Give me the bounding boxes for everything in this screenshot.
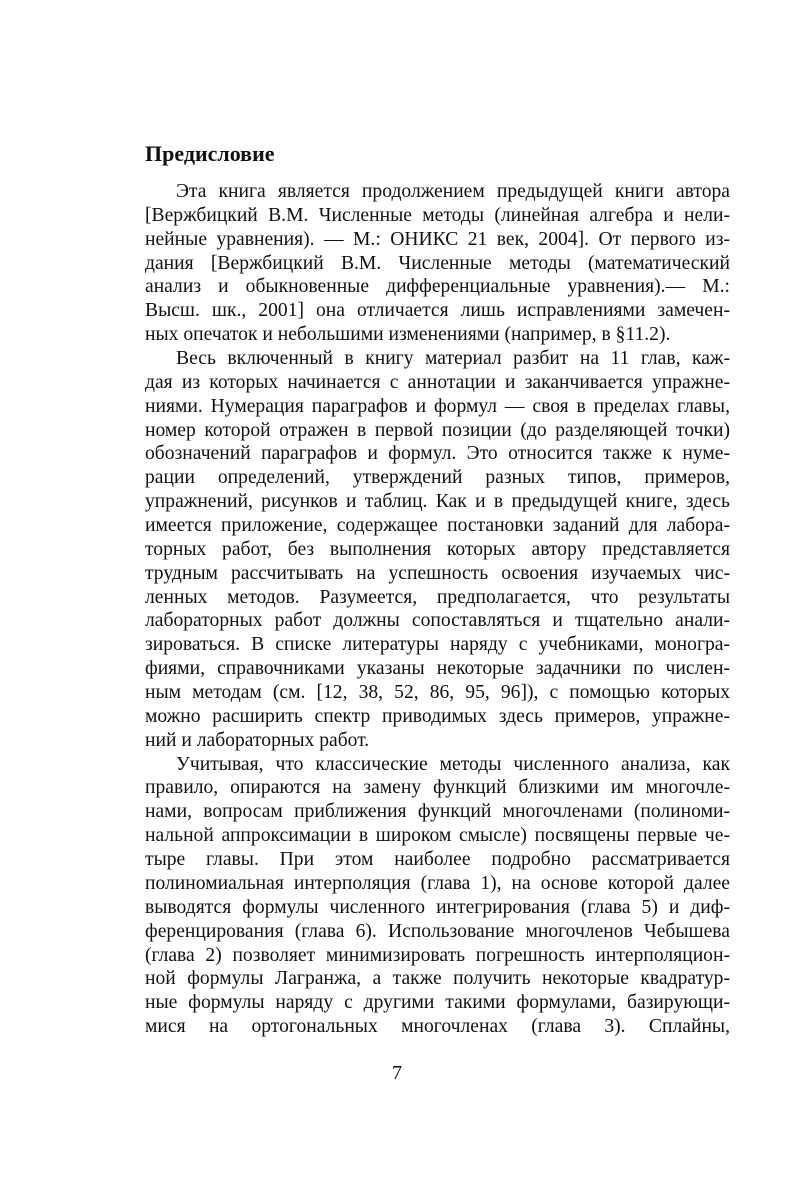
page-number: 7 bbox=[392, 1062, 402, 1084]
text-line: имеется приложение, содержащее постановки заданий для лабора- bbox=[145, 515, 730, 537]
text-line: Учитывая, что классические методы численного анализа, как bbox=[176, 753, 730, 775]
text-line: трудным рассчитывать на успешность освоения изучаемых чис- bbox=[145, 562, 730, 584]
text-line: лабораторных работ должны сопоставляться и тщательно анали- bbox=[145, 610, 730, 632]
body-text bbox=[145, 180, 730, 1039]
text-line: упражнений, рисунков и таблиц. Как и в предыдущей книге, здесь bbox=[145, 491, 730, 513]
text-line: фиями, справочниками указаны некоторые задачники по числен- bbox=[145, 658, 730, 680]
text-line: зироваться. В списке литературы наряду с учебниками, моногра- bbox=[145, 634, 730, 656]
text-line: тыре главы. При этом наиболее подробно рассматривается bbox=[145, 849, 730, 871]
text-line: нами, вопросам приближения функций многочленами (полиноми- bbox=[145, 801, 730, 823]
text-line: обозначений параграфов и формул. Это относится также к нуме- bbox=[145, 443, 730, 465]
text-line: ной формулы Лагранжа, а также получить некоторые квадратур- bbox=[145, 968, 730, 990]
text-line: дания [Вержбицкий В.М. Численные методы (математический bbox=[145, 252, 730, 274]
text-line: номер которой отражен в первой позиции (до разделяющей точки) bbox=[145, 419, 730, 441]
text-line: ференцирования (глава 6). Использование многочленов Чебышева bbox=[145, 920, 730, 942]
text-line: Эта книга является продолжением предыдущей книги автора bbox=[176, 181, 730, 202]
text-line: мися на ортогональных многочленах (глава 3). Сплайны, bbox=[145, 1016, 730, 1038]
text-line: нейные уравнения). — М.: ОНИКС 21 век, 2004]. От первого из- bbox=[145, 228, 730, 250]
text-line: Весь включенный в книгу материал разбит на 11 глав, каж- bbox=[176, 348, 730, 370]
text-line: рации определений, утверждений разных типов, примеров, bbox=[145, 467, 730, 489]
text-line: выводятся формулы численного интегрирования (глава 5) и диф- bbox=[145, 896, 730, 918]
text-line: анализ и обыкновенные дифференциальные уравнения).— М.: bbox=[145, 276, 730, 298]
text-line: дая из которых начинается с аннотации и заканчивается упражне- bbox=[145, 371, 730, 393]
text-line: ным методам (см. [12, 38, 52, 86, 95, 96]), с помощью которых bbox=[145, 682, 730, 704]
text-line: правило, опираются на замену функций близкими им многочле- bbox=[145, 777, 730, 799]
text-line: ных опечаток и небольшими изменениями (например, в §11.2). bbox=[145, 324, 671, 346]
text-line: [Вержбицкий В.М. Численные методы (линейная алгебра и нели- bbox=[145, 204, 730, 226]
text-line: ниями. Нумерация параграфов и формул — своя в пределах главы, bbox=[145, 395, 730, 417]
page-title: Предисловие bbox=[145, 141, 275, 166]
text-line: ленных методов. Разумеется, предполагается, что результаты bbox=[145, 586, 730, 608]
text-line: нальной аппроксимации в широком смысле) посвящены первые че- bbox=[145, 825, 730, 847]
text-line: (глава 2) позволяет минимизировать погрешность интерполяцион- bbox=[145, 944, 730, 966]
text-line: ные формулы наряду с другими такими формулами, базирующи- bbox=[145, 992, 730, 1014]
text-line: ний и лабораторных работ. bbox=[145, 729, 370, 751]
text-line: Высш. шк., 2001] она отличается лишь исправлениями замечен- bbox=[145, 300, 730, 322]
text-line: торных работ, без выполнения которых автору представляется bbox=[145, 538, 730, 560]
text-line: можно расширить спектр приводимых здесь примеров, упражне- bbox=[145, 705, 730, 727]
text-line: полиномиальная интерполяция (глава 1), на основе которой далее bbox=[145, 872, 730, 894]
